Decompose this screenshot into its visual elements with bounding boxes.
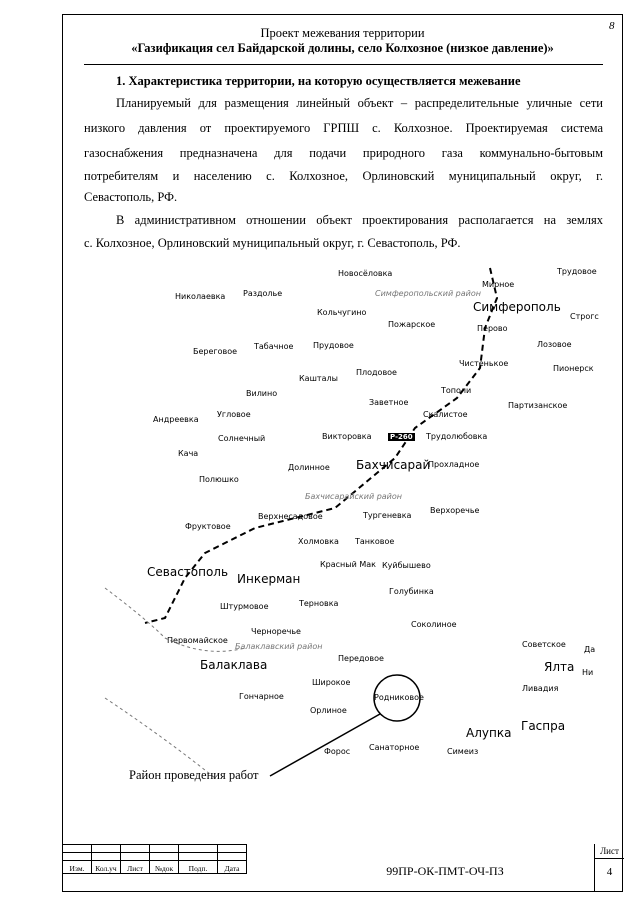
map-label: Заветное	[369, 398, 409, 407]
map-label: Солнечный	[218, 434, 266, 443]
map-label: Николаевка	[175, 292, 226, 301]
paragraph1-line: Севастополь, РФ.	[84, 190, 178, 204]
map-label: Холмовка	[298, 537, 339, 546]
stamp-col-header: Кол.уч	[92, 861, 121, 874]
header-project-name: «Газификация сел Байдарской долины, село Колхозное (низкое давление)»	[131, 41, 554, 55]
map-label: Кача	[178, 449, 199, 458]
map-label: Родниковое	[374, 693, 424, 702]
map-label: Верхоречье	[430, 506, 480, 515]
map-label: Новосёловка	[338, 269, 393, 278]
map-label: Полюшко	[199, 475, 239, 484]
map-label: Симеиз	[447, 747, 479, 756]
map-label: Симферополь	[473, 300, 561, 314]
map-label: Партизанское	[508, 401, 568, 410]
header-divider	[84, 64, 603, 65]
map-label: Ялта	[544, 660, 575, 674]
paragraph1-line: Планируемый для размещения линейный объект – распределительные уличные сети	[116, 96, 603, 110]
map-label: Передовое	[338, 654, 384, 663]
map-district-label: Бахчисарайский район	[305, 492, 403, 501]
paragraph2-line: с. Колхозное, Орлиновский муниципальный округ, г. Севастополь, РФ.	[84, 236, 461, 250]
map-label: Перово	[477, 324, 508, 333]
map-label: Табачное	[254, 342, 294, 351]
map-label: Санаторное	[369, 743, 420, 752]
map-label: Ливадия	[522, 684, 559, 693]
map-label: Первомайское	[167, 636, 228, 645]
map-label: Гаспра	[521, 719, 566, 733]
map-label: Тополи	[441, 386, 472, 395]
page-number: 8	[609, 20, 615, 32]
map-label: Фруктовое	[185, 522, 231, 531]
map-label: Гончарное	[239, 692, 284, 701]
road-sign: Р-260	[390, 433, 413, 441]
map-label: Пожарское	[388, 320, 436, 329]
map-label: Мирное	[482, 280, 515, 289]
map-label: Прудовое	[313, 341, 354, 350]
section-title: 1. Характеристика территории, на которую осуществляется межевание	[116, 74, 521, 88]
map-label: Пионерск	[553, 364, 594, 373]
map-label: Вилино	[246, 389, 278, 398]
title-block	[62, 844, 623, 892]
map-label: Викторовка	[322, 432, 372, 441]
map-label: Советское	[522, 640, 566, 649]
map-label: Да	[584, 645, 596, 654]
map-label: Алупка	[466, 726, 512, 740]
map-label: Раздолье	[243, 289, 283, 298]
map-label: Кольчугино	[317, 308, 367, 317]
map-label: Черноречье	[251, 627, 301, 636]
map-label: Голубинка	[389, 587, 434, 596]
map-label: Чистенькое	[459, 359, 509, 368]
map-label: Терновка	[299, 599, 339, 608]
map-label: Угловое	[217, 410, 251, 419]
sheet-number: 4	[606, 866, 613, 878]
map-label: Орлиное	[310, 706, 347, 715]
map-label: Широкое	[312, 678, 351, 687]
map-label: Кашталы	[299, 374, 338, 383]
map-label: Бахчисарай	[356, 458, 431, 472]
map-label: Танковое	[355, 537, 395, 546]
stamp-col-header: Изм.	[63, 861, 92, 874]
header-title: Проект межевания территории	[260, 26, 425, 40]
stamp-col-header: Дата	[218, 861, 247, 874]
sheet-box	[594, 844, 624, 892]
map-label: Тургеневка	[363, 511, 412, 520]
paragraph2-line: В административном отношении объект проектирования располагается на землях	[116, 213, 603, 227]
paragraph1-line: потребителям и населению с. Колхозное, Орлиновский муниципальный округ, г.	[84, 169, 603, 183]
map-label: Ни	[582, 668, 594, 677]
paragraph1-line: газоснабжения предназначена для подачи природного газа коммунально-бытовым	[84, 146, 603, 160]
sheet-label: Лист	[595, 844, 624, 859]
coastline	[105, 698, 215, 778]
document-code: 99ПР-ОК-ПМТ-ОЧ-ПЗ	[386, 864, 504, 878]
map-label: Балаклава	[200, 658, 268, 672]
map-label: Красный Мак	[320, 560, 376, 569]
location-map	[85, 258, 605, 788]
stamp-col-header: Лист	[121, 861, 150, 874]
map-label: Куйбышево	[382, 561, 431, 570]
map-label: Севастополь	[147, 565, 229, 579]
map-label: Андреевка	[153, 415, 199, 424]
map-label: Форос	[324, 747, 351, 756]
map-district-label: Балаклавский район	[235, 642, 323, 651]
map-label: Верхнесадовое	[258, 512, 323, 521]
map-district-label: Симферопольский район	[375, 289, 481, 298]
work-area-callout: Район проведения работ	[129, 768, 259, 782]
map-label: Трудолюбовка	[426, 432, 488, 441]
map-label: Строгс	[570, 312, 599, 321]
map-label: Скалистое	[423, 410, 468, 419]
map-label: Береговое	[193, 347, 238, 356]
callout-leader-line	[270, 714, 380, 776]
stamp-col-header: Подп.	[179, 861, 218, 874]
map-label: Штурмовое	[220, 602, 269, 611]
map-label: Соколиное	[411, 620, 457, 629]
map-label: Плодовое	[356, 368, 397, 377]
map-label: Трудовое	[557, 267, 597, 276]
map-label: Долинное	[288, 463, 330, 472]
map-label: Прохладное	[428, 460, 480, 469]
paragraph1-line: низкого давления от проектируемого ГРПШ с. Колхозное. Проектируемая система	[84, 121, 603, 135]
map-label: Инкерман	[237, 572, 301, 586]
map-label: Лозовое	[537, 340, 572, 349]
stamp-col-header: №док	[150, 861, 179, 874]
